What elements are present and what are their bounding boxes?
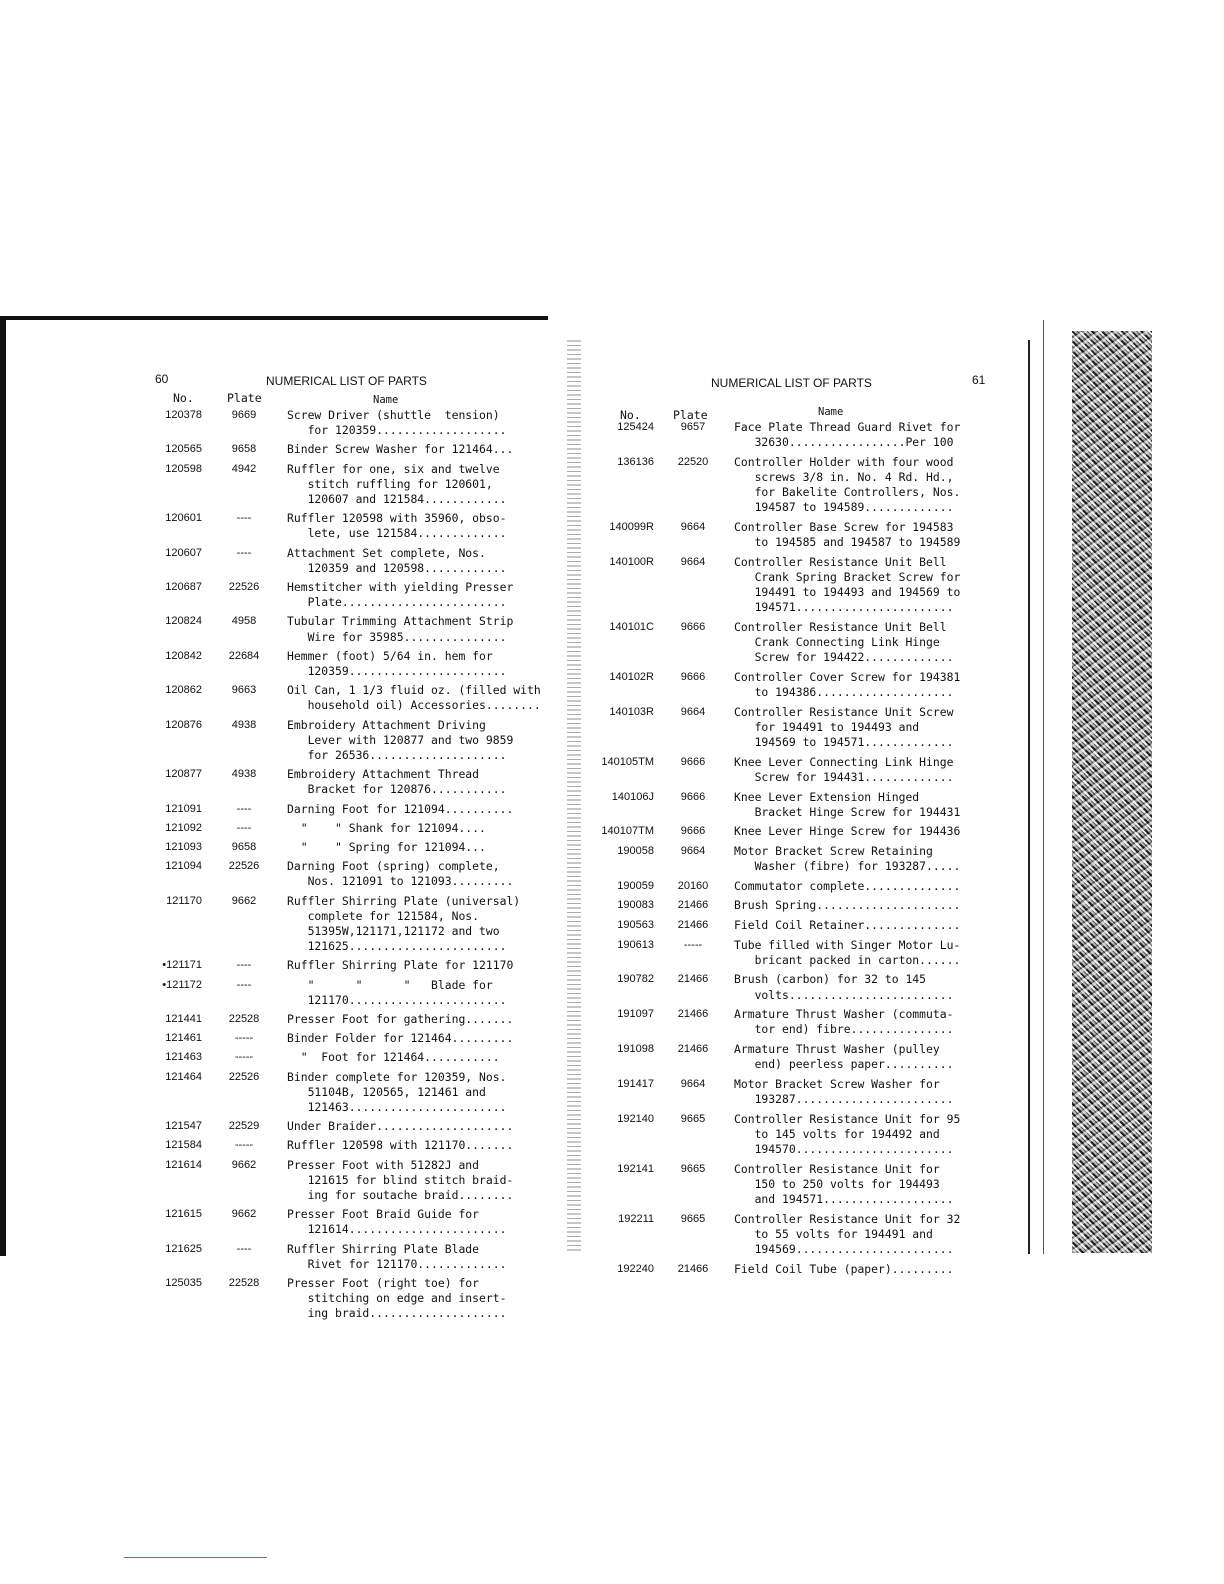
- part-name: [734, 620, 953, 666]
- plate-number: 9665: [680, 1212, 706, 1225]
- part-number: 136136: [617, 455, 654, 468]
- column-header-plate: Plate: [673, 408, 708, 422]
- part-name: [734, 844, 960, 874]
- part-number: 121614: [165, 1158, 202, 1171]
- part-name: [287, 1050, 500, 1065]
- part-name-line: volts........................: [734, 987, 954, 1002]
- plate-number: 21466: [677, 919, 709, 931]
- part-number: 121464: [165, 1070, 202, 1083]
- page-number: 61: [972, 373, 986, 387]
- part-number: 140100R: [609, 555, 654, 568]
- part-name-line: Tube filled with Singer Motor Lu-: [734, 937, 961, 952]
- part-name: [734, 705, 953, 751]
- part-name-line: 194569.......................: [734, 1242, 954, 1256]
- part-name: [287, 1158, 513, 1204]
- plate-number: ----: [236, 959, 252, 972]
- part-name: [287, 1276, 506, 1322]
- part-name-line: tor end) fibre...............: [734, 1022, 954, 1037]
- part-name-line: Field Coil Tube (paper).........: [734, 1261, 954, 1276]
- part-name-line: " " " Blade for: [287, 977, 493, 992]
- part-name-line: bricant packed in carton......: [734, 952, 961, 967]
- part-number: 140101C: [609, 621, 654, 633]
- part-name: [734, 1212, 960, 1258]
- part-name-line: Ruffler for one, six and twelve: [287, 461, 500, 476]
- part-name-line: 121170.......................: [287, 992, 507, 1007]
- plate-number: 4942: [231, 462, 257, 475]
- page-edge-line-2: [1043, 320, 1044, 1254]
- part-name-line: Presser Foot for gathering.......: [287, 1012, 514, 1026]
- part-name: [287, 1070, 506, 1116]
- part-number: 125424: [617, 421, 654, 433]
- part-number: 190059: [617, 879, 654, 892]
- part-number: 192240: [617, 1262, 654, 1275]
- plate-number: 22526: [228, 1070, 260, 1083]
- part-number: 120378: [165, 409, 202, 421]
- part-number: 125035: [165, 1277, 202, 1289]
- part-number: 121461: [165, 1032, 202, 1045]
- part-name-line: Crank Connecting Link Hinge: [734, 635, 940, 650]
- part-name-line: household oil) Accessories........: [287, 698, 541, 713]
- part-name-line: 51395W,121171,121172 and two: [287, 924, 500, 938]
- part-name-line: Ruffler Shirring Plate for 121170: [287, 958, 514, 973]
- part-number: 140107TM: [601, 825, 654, 838]
- part-name: [734, 520, 960, 550]
- part-name-line: Binder Screw Washer for 121464...: [287, 442, 514, 457]
- part-name-line: Brush (carbon) for 32 to 145: [734, 972, 927, 987]
- part-name: [287, 978, 506, 1008]
- part-number: 121547: [165, 1120, 202, 1133]
- page-number: 60: [155, 372, 169, 386]
- part-name: [734, 972, 953, 1002]
- plate-number: -----: [683, 938, 703, 951]
- part-name-line: Oil Can, 1 1/3 fluid oz. (filled with: [287, 683, 541, 698]
- part-name-line: Motor Bracket Screw Washer for: [734, 1076, 940, 1091]
- part-number: 190083: [617, 899, 654, 912]
- part-name-line: Bracket for 120876...........: [287, 782, 507, 797]
- plate-number: 9666: [680, 621, 706, 633]
- part-name-line: Tubular Trimming Attachment Strip: [287, 614, 514, 629]
- part-name: [287, 649, 506, 679]
- part-name-line: 194569 to 194571.............: [734, 735, 954, 750]
- part-name: [287, 718, 513, 764]
- plate-number: 4958: [231, 615, 257, 628]
- plate-number: 9663: [231, 684, 257, 697]
- part-name-line: 194571.......................: [734, 600, 954, 615]
- part-name: [287, 462, 506, 508]
- plate-number: 9658: [231, 443, 257, 456]
- part-name-line: for Bakelite Controllers, Nos.: [734, 485, 961, 500]
- part-name-line: Commutator complete..............: [734, 878, 961, 893]
- scan-edge-left: [0, 316, 6, 1256]
- part-name-line: end) peerless paper..........: [734, 1057, 954, 1072]
- part-number: 121625: [165, 1242, 202, 1255]
- plate-number: 22526: [228, 581, 260, 593]
- part-name-line: Washer (fibre) for 193287.....: [734, 859, 961, 874]
- part-name-line: Embroidery Attachment Driving: [287, 717, 486, 732]
- plate-number: ----: [236, 978, 252, 991]
- part-number: 140106J: [611, 790, 654, 803]
- part-name-line: for 194491 to 194493 and: [734, 720, 920, 734]
- part-name-line: Lever with 120877 and two 9859: [287, 732, 514, 747]
- plate-number: 9664: [680, 1077, 706, 1090]
- part-number: 140105TM: [601, 755, 654, 768]
- part-name-line: 194587 to 194589.............: [734, 500, 954, 515]
- part-number: 121170: [166, 894, 202, 907]
- part-name: [287, 614, 513, 644]
- part-name-line: to 145 volts for 194492 and: [734, 1126, 940, 1141]
- part-name-line: Brush Spring.....................: [734, 898, 961, 913]
- column-header-name: Name: [373, 394, 399, 406]
- part-number: 121441: [165, 1013, 202, 1025]
- part-name-line: to 194585 and 194587 to 194589: [734, 535, 961, 550]
- part-number: 120877: [165, 768, 202, 781]
- plate-number: 22520: [677, 455, 709, 468]
- part-name-line: Controller Resistance Unit for 32: [734, 1211, 961, 1226]
- part-name-line: 32630.................Per 100: [734, 435, 954, 450]
- plate-number: 9669: [231, 409, 257, 421]
- plate-number: 9662: [231, 894, 257, 907]
- plate-number: 9657: [680, 421, 706, 433]
- part-name: [287, 1012, 513, 1027]
- part-name: [734, 1077, 953, 1107]
- part-name-line: " Foot for 121464...........: [287, 1050, 500, 1065]
- part-number: 120862: [165, 684, 202, 697]
- plate-number: 22529: [228, 1120, 260, 1133]
- part-name: [287, 1207, 506, 1237]
- part-name-line: Armature Thrust Washer (commuta-: [734, 1007, 954, 1022]
- part-number: 190782: [617, 973, 654, 986]
- plate-number: 21466: [677, 973, 709, 986]
- part-name-line: Screw for 194422.............: [734, 650, 954, 665]
- part-name-line: Binder complete for 120359, Nos.: [287, 1069, 507, 1084]
- plate-number: 20160: [677, 879, 709, 892]
- part-name-line: Presser Foot Braid Guide for: [287, 1207, 480, 1222]
- part-name-line: Knee Lever Extension Hinged: [734, 789, 920, 804]
- part-name: [287, 958, 513, 973]
- plate-number: 21466: [677, 1008, 709, 1021]
- plate-number: 9666: [680, 825, 706, 838]
- part-number: •121172: [162, 978, 202, 991]
- part-name-line: " " Shank for 121094....: [287, 820, 486, 835]
- part-number: 121584: [165, 1139, 202, 1152]
- part-number: 120687: [165, 581, 202, 593]
- part-number: 121094: [165, 860, 202, 873]
- plate-number: 9664: [680, 521, 706, 533]
- part-name-line: Controller Base Screw for 194583: [734, 520, 954, 534]
- part-number: 120598: [165, 462, 202, 475]
- plate-number: ----: [236, 512, 252, 525]
- plate-number: 9666: [680, 790, 706, 803]
- plate-number: 9664: [680, 555, 706, 568]
- part-name: [734, 1112, 960, 1158]
- part-name: [287, 442, 513, 457]
- column-header-no: No.: [620, 408, 641, 422]
- plate-number: 9658: [231, 841, 257, 853]
- plate-number: 4938: [231, 768, 257, 781]
- plate-number: 22684: [228, 649, 260, 662]
- scan-edge-top: [0, 316, 548, 320]
- part-name-line: Hemmer (foot) 5/64 in. hem for: [287, 648, 493, 663]
- part-name-line: Bracket Hinge Screw for 194431: [734, 804, 961, 819]
- part-number: 120601: [165, 512, 202, 525]
- part-name-line: Wire for 35985...............: [287, 629, 507, 644]
- part-name-line: stitching on edge and insert-: [287, 1291, 507, 1306]
- part-name-line: 194491 to 194493 and 194569 to: [734, 585, 961, 600]
- part-name: [287, 894, 520, 955]
- part-name-line: 194570.......................: [734, 1142, 954, 1156]
- plate-number: ----: [236, 802, 252, 815]
- part-name: [734, 1262, 953, 1277]
- plate-number: -----: [234, 1139, 254, 1152]
- part-name-line: 120607 and 121584............: [287, 492, 507, 506]
- part-name-line: Crank Spring Bracket Screw for: [734, 570, 961, 584]
- part-number: 121091: [165, 802, 202, 815]
- part-number: 120876: [165, 718, 202, 731]
- page-title: NUMERICAL LIST OF PARTS: [266, 374, 427, 388]
- part-name: [287, 767, 506, 797]
- part-name-line: 121625.......................: [287, 939, 507, 954]
- part-number: 121092: [165, 821, 202, 834]
- part-name-line: Attachment Set complete, Nos.: [287, 545, 486, 560]
- part-name: [287, 1242, 506, 1272]
- column-header-no: No.: [173, 391, 194, 405]
- plate-number: 9664: [680, 705, 706, 718]
- part-name-line: to 194386....................: [734, 685, 954, 700]
- part-name-line: 193287.......................: [734, 1092, 954, 1106]
- part-name: [287, 802, 513, 817]
- part-name: [734, 898, 960, 913]
- part-name: [734, 1162, 953, 1208]
- part-number: •121171: [162, 959, 202, 972]
- part-name: [734, 879, 960, 894]
- plate-number: 22528: [228, 1277, 260, 1289]
- part-name: [734, 670, 960, 700]
- part-name-line: Face Plate Thread Guard Rivet for: [734, 420, 961, 434]
- part-name-line: Motor Bracket Screw Retaining: [734, 844, 933, 858]
- part-number: 192211: [618, 1212, 654, 1225]
- bottom-rule: [124, 1557, 267, 1558]
- part-number: 192141: [617, 1162, 654, 1175]
- part-name: [287, 821, 486, 836]
- part-name-line: Controller Resistance Unit Bell: [734, 554, 947, 569]
- page-edge-line: [1028, 340, 1030, 1254]
- part-name: [287, 859, 513, 889]
- part-name: [734, 918, 960, 933]
- part-number: 121463: [165, 1051, 202, 1064]
- part-name: [734, 1007, 953, 1037]
- part-name-line: lete, use 121584.............: [287, 526, 507, 541]
- plate-number: 9662: [231, 1158, 257, 1171]
- plate-number: ----: [236, 546, 252, 559]
- part-name-line: Field Coil Retainer..............: [734, 918, 961, 932]
- part-name-line: screws 3/8 in. No. 4 Rd. Hd.,: [734, 470, 954, 484]
- column-header-name: Name: [818, 406, 844, 418]
- scanner-noise-strip: [1072, 331, 1152, 1253]
- part-name: [734, 755, 953, 785]
- part-name-line: Under Braider....................: [287, 1119, 514, 1134]
- plate-number: 21466: [677, 899, 709, 912]
- part-name-line: 121614.......................: [287, 1222, 507, 1237]
- part-name-line: Screw Driver (shuttle tension): [287, 408, 500, 422]
- part-name-line: and 194571...................: [734, 1192, 954, 1206]
- part-number: 191098: [617, 1043, 654, 1055]
- part-number: 140099R: [609, 521, 654, 533]
- part-number: 121093: [165, 841, 202, 853]
- part-name-line: Controller Cover Screw for 194381: [734, 670, 961, 684]
- part-name: [287, 580, 513, 610]
- part-number: 121615: [165, 1208, 202, 1221]
- part-name-line: Ruffler 120598 with 35960, obso-: [287, 511, 507, 526]
- part-name: [287, 408, 506, 438]
- part-name-line: 51104B, 120565, 121461 and: [287, 1084, 486, 1099]
- plate-number: ----: [236, 821, 252, 834]
- part-name-line: 121463.......................: [287, 1100, 507, 1114]
- plate-number: -----: [234, 1051, 254, 1064]
- part-name-line: Darning Foot (spring) complete,: [287, 859, 500, 874]
- part-name-line: Knee Lever Connecting Link Hinge: [734, 754, 954, 769]
- part-name-line: Embroidery Attachment Thread: [287, 767, 480, 782]
- plate-number: 9666: [680, 671, 706, 683]
- part-name-line: ing for soutache braid........: [287, 1188, 514, 1202]
- part-number: 191097: [617, 1008, 654, 1021]
- part-name-line: ing braid....................: [287, 1306, 507, 1321]
- part-name-line: Binder Folder for 121464.........: [287, 1031, 514, 1046]
- part-name-line: Darning Foot for 121094..........: [287, 801, 514, 816]
- part-name-line: for 26536....................: [287, 748, 507, 762]
- part-name-line: Presser Foot with 51282J and: [287, 1157, 480, 1172]
- part-name: [734, 790, 960, 820]
- part-name-line: complete for 121584, Nos.: [287, 908, 480, 923]
- part-name-line: for 120359...................: [287, 423, 507, 438]
- part-number: 190613: [617, 938, 654, 951]
- part-name-line: Plate........................: [287, 595, 507, 610]
- part-name: [734, 555, 960, 616]
- part-number: 190058: [617, 845, 654, 857]
- part-number: 120565: [165, 443, 202, 456]
- part-name: [287, 546, 506, 576]
- part-name-line: Hemstitcher with yielding Presser: [287, 580, 514, 594]
- part-name: [287, 683, 541, 713]
- plate-number: 21466: [677, 1262, 709, 1275]
- plate-number: -----: [234, 1032, 254, 1045]
- plate-number: 9665: [680, 1162, 706, 1175]
- part-name-line: Ruffler Shirring Plate Blade: [287, 1241, 480, 1256]
- part-name-line: Controller Resistance Unit Bell: [734, 620, 947, 634]
- part-number: 140103R: [609, 705, 654, 718]
- plate-number: ----: [236, 1242, 252, 1255]
- part-name-line: 120359 and 120598............: [287, 560, 507, 575]
- plate-number: 9662: [231, 1208, 257, 1221]
- part-name-line: Nos. 121091 to 121093.........: [287, 874, 514, 889]
- part-name: [734, 455, 960, 516]
- part-name-line: stitch ruffling for 120601,: [287, 476, 493, 491]
- book-binding-gutter: [567, 340, 581, 1252]
- plate-number: 9665: [680, 1112, 706, 1125]
- plate-number: 9664: [680, 845, 706, 857]
- plate-number: 4938: [231, 718, 257, 731]
- part-number: 120607: [165, 546, 202, 559]
- part-number: 120824: [165, 615, 202, 628]
- part-number: 190563: [617, 919, 654, 931]
- part-name: [287, 840, 486, 855]
- part-name: [734, 938, 960, 968]
- part-name: [287, 1119, 513, 1134]
- part-name-line: Controller Resistance Unit Screw: [734, 704, 954, 719]
- plate-number: 9666: [680, 755, 706, 768]
- part-name-line: Armature Thrust Washer (pulley: [734, 1042, 940, 1056]
- part-name-line: Ruffler Shirring Plate (universal): [287, 893, 521, 908]
- page-title: NUMERICAL LIST OF PARTS: [711, 376, 872, 390]
- part-name-line: 120359.......................: [287, 664, 507, 678]
- part-name: [287, 1031, 513, 1046]
- part-name-line: to 55 volts for 194491 and: [734, 1226, 933, 1241]
- part-number: 140102R: [609, 671, 654, 683]
- part-name-line: Screw for 194431.............: [734, 770, 954, 784]
- part-name-line: " " Spring for 121094...: [287, 840, 486, 854]
- part-name-line: 150 to 250 volts for 194493: [734, 1176, 940, 1191]
- column-header-plate: Plate: [227, 391, 262, 405]
- part-name-line: Presser Foot (right toe) for: [287, 1276, 480, 1290]
- part-name: [287, 511, 506, 541]
- part-name-line: Knee Lever Hinge Screw for 194436: [734, 824, 961, 839]
- part-number: 191417: [617, 1077, 654, 1090]
- part-name-line: Controller Holder with four wood: [734, 454, 954, 469]
- part-name: [734, 1042, 953, 1072]
- part-number: 192140: [617, 1112, 654, 1125]
- part-name: [287, 1138, 513, 1153]
- plate-number: 22526: [228, 860, 260, 873]
- part-number: 120842: [165, 649, 202, 662]
- plate-number: 22528: [228, 1013, 260, 1025]
- part-name-line: Controller Resistance Unit for: [734, 1161, 940, 1176]
- plate-number: 21466: [677, 1043, 709, 1055]
- part-name: [734, 420, 960, 450]
- part-name-line: 121615 for blind stitch braid-: [287, 1172, 514, 1187]
- part-name-line: Rivet for 121170.............: [287, 1256, 507, 1271]
- part-name-line: Ruffler 120598 with 121170.......: [287, 1138, 514, 1153]
- part-name: [734, 824, 960, 839]
- part-name-line: Controller Resistance Unit for 95: [734, 1111, 961, 1126]
